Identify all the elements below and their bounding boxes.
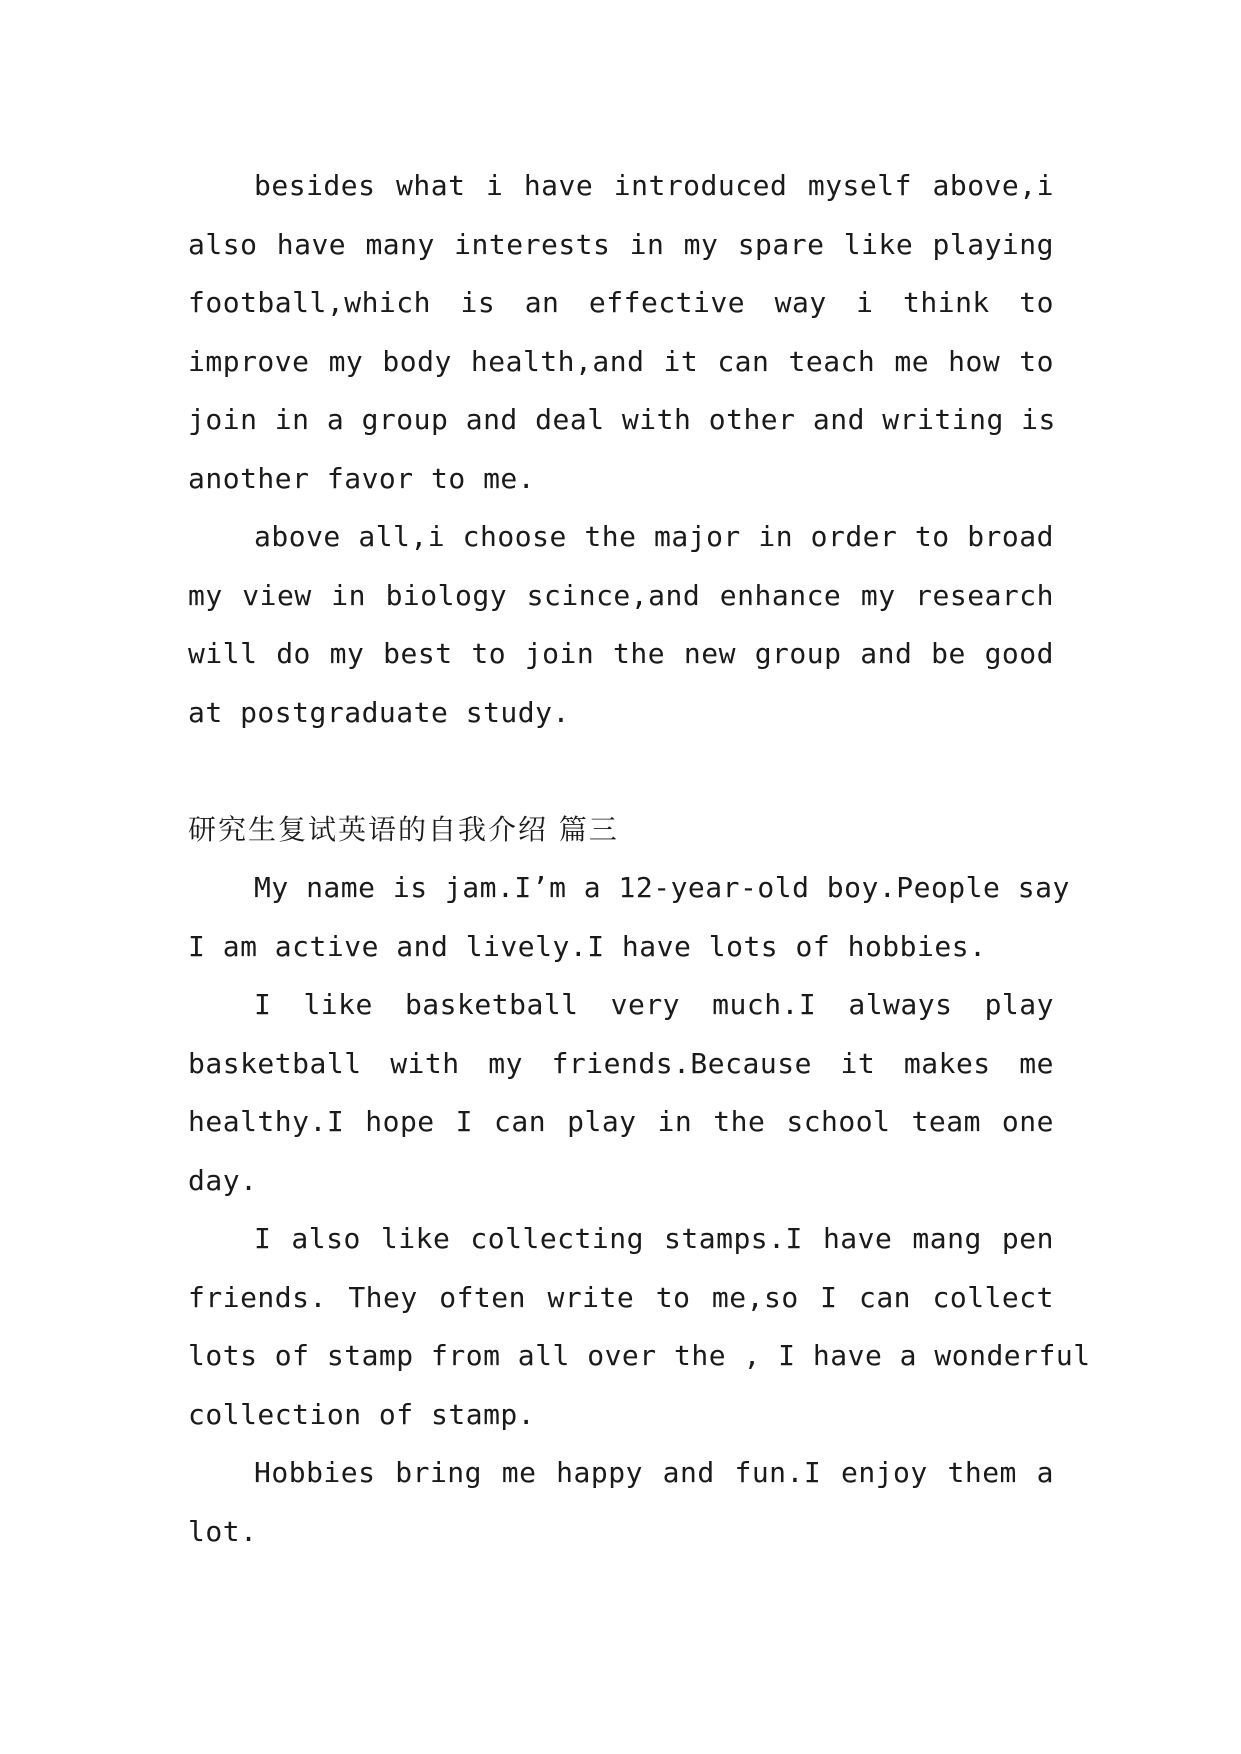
paragraph	[188, 508, 1054, 742]
text-line: collection of stamp.	[188, 1397, 536, 1431]
text-line: I also like collecting stamps.I have mang pen	[254, 1222, 1054, 1255]
text-line: basketball with my friends.Because it makes me	[188, 1046, 1054, 1080]
text-line: above all,i choose the major in order to broad	[254, 520, 1054, 553]
document-page	[188, 157, 1091, 1561]
text-line: my view in biology scince,and enhance my research	[188, 578, 1054, 612]
text-line: besides what i have introduced myself above,i	[254, 169, 1054, 202]
text-line: I am active and lively.I have lots of hobbies.	[188, 929, 987, 963]
text-line: My name is jam.I’m a 12-year-old boy.People say	[254, 871, 1070, 904]
text-line: another favor to me.	[188, 461, 536, 495]
paragraph	[188, 859, 1070, 976]
paragraph	[188, 1444, 1054, 1561]
text-line: healthy.I hope I can play in the school team one	[188, 1105, 1054, 1138]
text-line: Hobbies bring me happy and fun.I enjoy them a	[254, 1456, 1054, 1489]
text-line: join in a group and deal with other and writing is	[188, 403, 1056, 436]
text-line: friends. They often write to me,so I can collect	[188, 1280, 1054, 1314]
paragraph	[188, 157, 1054, 508]
text-line: improve my body health,and it can teach me how to	[188, 344, 1054, 378]
text-line: lots of stamp from all over the , I have a wonderful	[188, 1339, 1091, 1372]
text-line: day.	[188, 1163, 258, 1197]
text-line: football,which is an effective way i think to	[188, 286, 1054, 319]
text-line: lot.	[188, 1514, 258, 1548]
text-line: I like basketball very much.I always play	[254, 988, 1054, 1021]
paragraph	[188, 976, 1054, 1210]
blank-line	[188, 742, 1054, 801]
text-line: also have many interests in my spare like playing	[188, 227, 1054, 261]
text-line: at postgraduate study.	[188, 695, 570, 729]
section-heading: 研究生复试英语的自我介绍 篇三	[188, 812, 619, 846]
text-line: will do my best to join the new group and be good	[188, 637, 1054, 670]
paragraph	[188, 1210, 1091, 1444]
